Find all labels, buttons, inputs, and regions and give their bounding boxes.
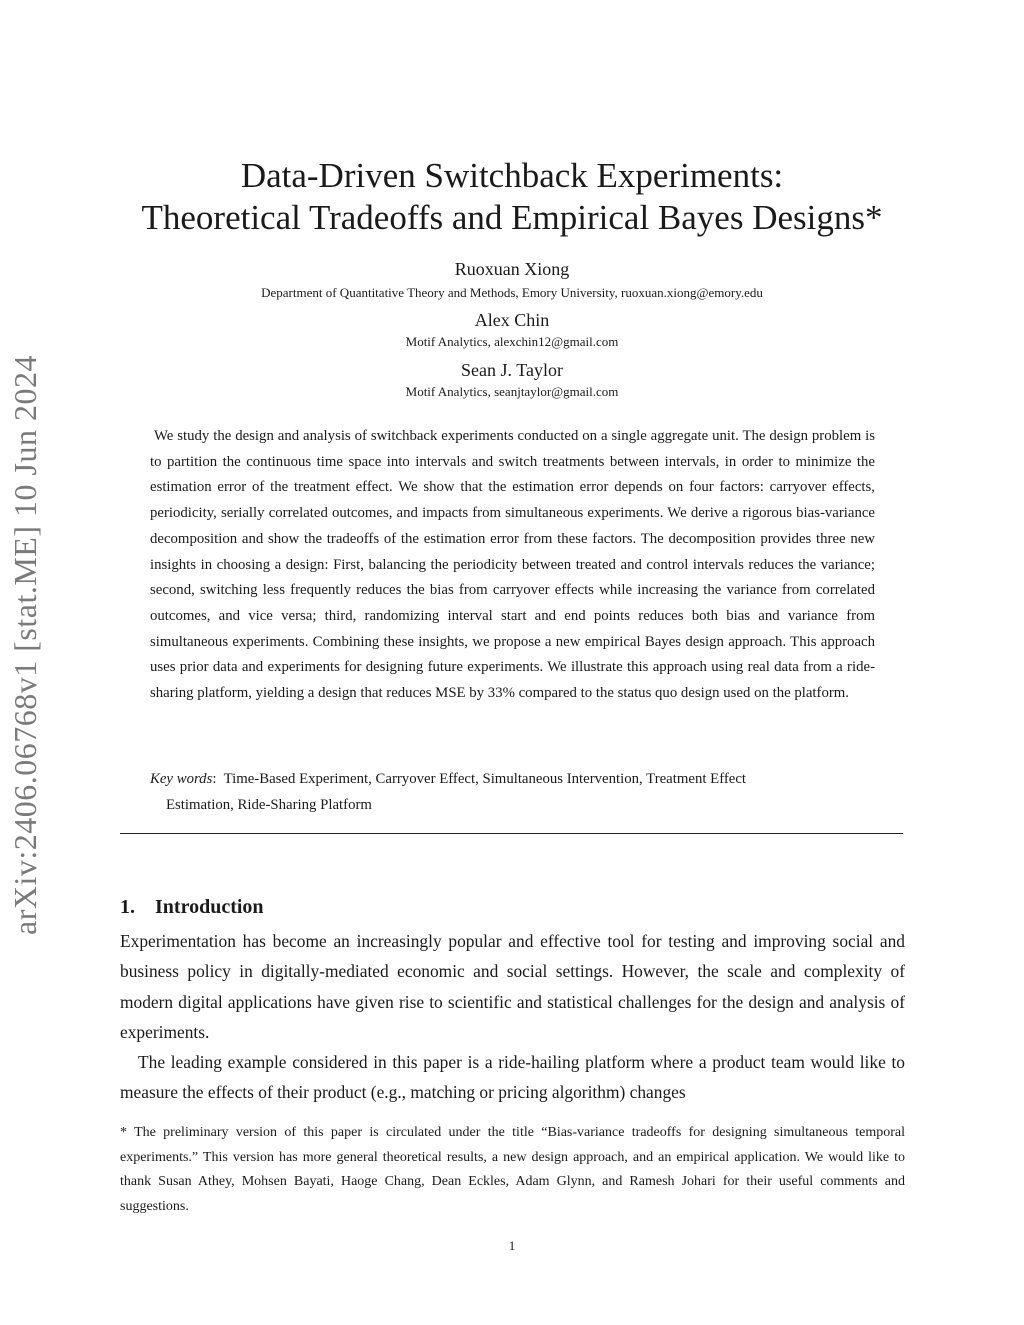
section-divider [120,833,903,834]
keywords-line1 [150,767,875,793]
abstract [150,424,875,707]
footnote-text: The preliminary version of this paper is circulated under the title “Bias-variance tradeoffs for designing simultaneous temporal experiments.” This version has more general theoretical results, a new design approach, and an empirical application. We would like to thank Susan Athey, Mohsen Bayati, Haoge Chang, Dean Eckles, Adam Glynn, and Ramesh Johari for their useful comments and suggestions. [120,1125,905,1214]
keywords-values-1: Time-Based Experiment, Carryover Effect, Simultaneous Intervention, Treatment Effect [223,771,747,787]
author-name-1: Ruoxuan Xiong [454,259,570,279]
section-number: 1. [120,896,135,918]
author-affiliation-1: Department of Quantitative Theory and Methods, Emory University, ruoxuan.xiong@emory.edu [261,285,763,300]
keywords [150,767,875,818]
page-number: 1 [508,1238,516,1253]
keywords-colon: : [212,771,224,787]
footnote-mark: * [120,1125,127,1140]
keywords-values-2: Estimation, Ride-Sharing Platform [166,796,372,813]
section-title: Introduction [155,896,264,918]
arxiv-identifier-stamp: arXiv:2406.06768v1 [stat.ME] 10 Jun 2024 [7,355,43,935]
paper-title-line1: Data-Driven Switchback Experiments: [240,156,784,195]
intro-paragraph-2: The leading example considered in this paper is a ride-hailing platform where a product team would like to measure the effects of their product (e.g., matching or pricing algorithm) changes [120,1052,905,1103]
keywords-label: Key words [150,771,213,787]
abstract-text: We study the design and analysis of switchback experiments conducted on a single aggregate unit. The design problem is to partition the continuous time space into intervals and switch treatments between intervals, in order to minimize the estimation error of the treatment effect. We show that the estimation error depends on four factors: carryover effects, periodicity, serially correlated outcomes, and impacts from simultaneous experiments. We derive a rigorous bias-variance decomposition and show the tradeoffs of the estimation error from these factors. The decomposition provides three new insights in choosing a design: First, balancing the periodicity between treated and control intervals reduces the variance; second, switching less frequently reduces the bias from carryover effects while increasing the variance from correlated outcomes, and vice versa; third, randomizing interval start and end points reduces both bias and variance from simultaneous experiments. Combining these insights, we propose a new empirical Bayes design approach. This approach uses prior data and experiments for designing future experiments. We illustrate this approach using real data from a ride-sharing platform, yielding a design that reduces MSE by 33% compared to the status quo design used on the platform. [150,428,875,702]
title-footnote [120,1121,905,1219]
paper-title-line2: Theoretical Tradeoffs and Empirical Bayes Designs* [141,198,883,237]
paper-title [100,155,924,239]
introduction-body [120,926,905,1108]
author-name-3: Sean J. Taylor [461,360,563,380]
author-affiliation-3: Motif Analytics, seanjtaylor@gmail.com [405,384,619,399]
author-name-2: Alex Chin [474,310,550,330]
author-affiliation-2: Motif Analytics, alexchin12@gmail.com [405,334,619,349]
section-heading-introduction [120,896,264,919]
intro-paragraph-1: Experimentation has become an increasingly popular and effective tool for testing and improving social and business policy in digitally-mediated economic and social settings. However, the scale and complexity of modern digital applications have given rise to scientific and statistical challenges for the design and analysis of experiments. [120,931,905,1042]
